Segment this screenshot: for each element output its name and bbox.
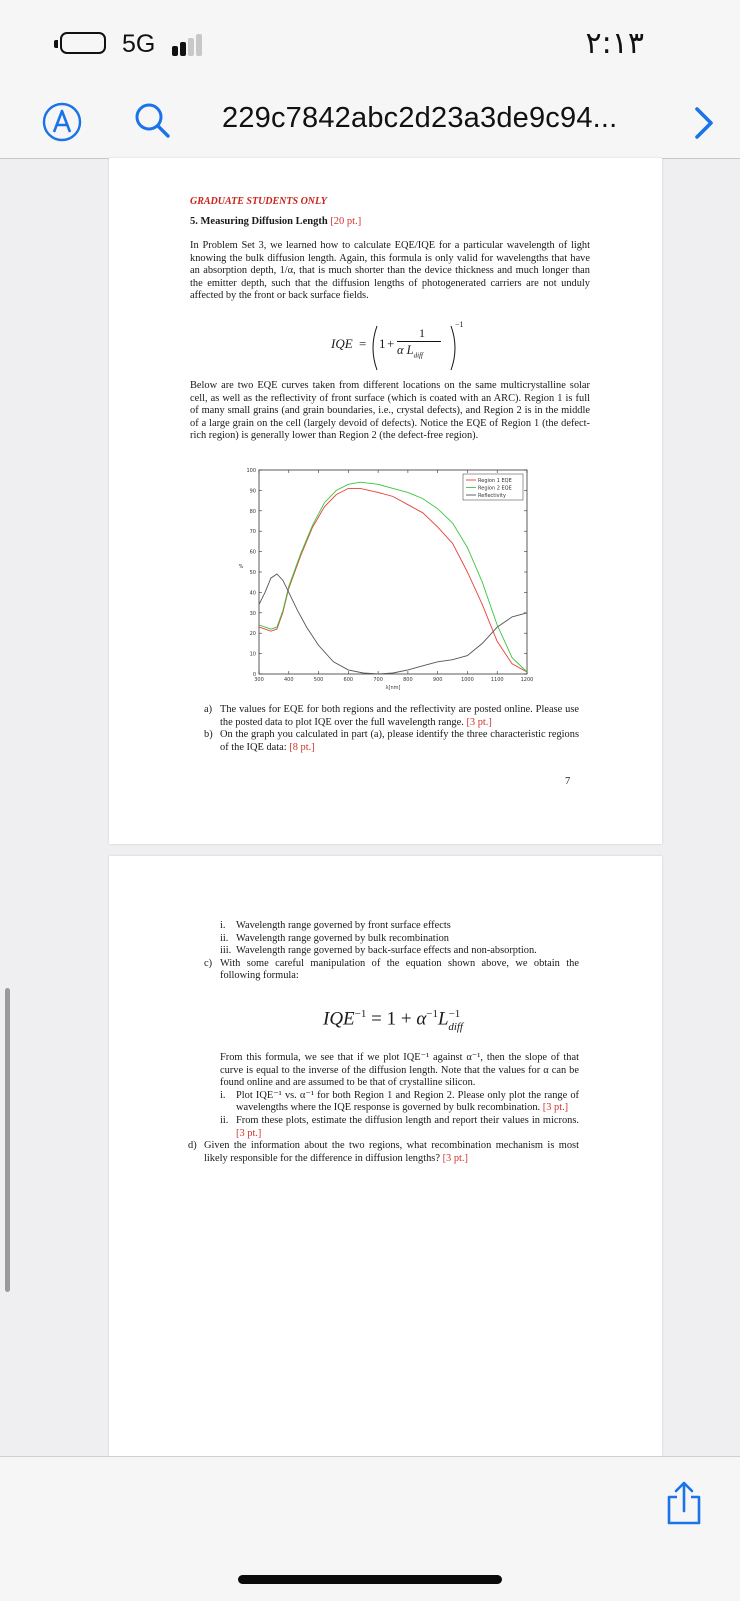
y-tick-label: 10 bbox=[249, 651, 256, 658]
y-axis-label: % bbox=[238, 563, 244, 570]
a-circle-icon[interactable] bbox=[42, 102, 82, 142]
network-label: 5G bbox=[122, 30, 156, 58]
legend-label: Reflectivity bbox=[478, 493, 506, 499]
eq-fraction-bar bbox=[397, 341, 441, 342]
legend-label: Region 2 EQE bbox=[478, 485, 512, 492]
page-number: 7 bbox=[565, 776, 571, 787]
question-b: b) On the graph you calculated in part (a), please identify the three characteristic regions of the IQE data: [8 pt.] bbox=[204, 729, 579, 753]
share-icon[interactable] bbox=[664, 1481, 704, 1527]
x-axis-label: λ[nm] bbox=[385, 685, 401, 691]
bottom-toolbar bbox=[0, 1456, 740, 1601]
y-tick-label: 50 bbox=[249, 570, 256, 576]
eq-denominator: α $L_{diff}$ bbox=[397, 343, 423, 360]
eq-equals: = bbox=[359, 336, 367, 351]
series-line-3 bbox=[259, 574, 527, 674]
question-c-i: i. Plot IQE⁻¹ vs. α⁻¹ for both Region 1 and Region 2. Please only plot the range of wavelengths where the IQE response is governed by bulk recombination. [3 pt.] bbox=[220, 1089, 579, 1114]
question-list-cd bbox=[188, 1052, 579, 1165]
region-paragraph: Below are two EQE curves taken from different locations on the same multicrystalline solar cell, as well as the reflectivity of front surface (which is coated with an ARC). Region 1 is full of many small grains (and grain boundaries, i.e., crystal defects), and Region 2 is in the middle of a large grain on the cell (largely devoid of defects). Notice the EQE of Region 1 (the defect-rich region) is generally lower than Region 2 (the defect-free region). bbox=[190, 380, 590, 442]
problem-title-text: 5. Measuring Diffusion Length bbox=[190, 216, 328, 227]
list-item: iii. Wavelength range governed by back-surface effects and non-absorption. bbox=[220, 945, 537, 957]
page-title: 229c7842abc2d23a3de9c94... bbox=[222, 102, 618, 134]
x-tick-label: 1200 bbox=[520, 677, 534, 683]
series-line-2 bbox=[259, 482, 527, 672]
list-item: ii. Wavelength range governed by bulk recombination bbox=[220, 932, 449, 944]
x-tick-label: 700 bbox=[373, 677, 383, 683]
pdf-page-2 bbox=[109, 856, 662, 1456]
battery-icon bbox=[60, 32, 106, 54]
question-a: a) The values for EQE for both regions and the reflectivity are posted online. Please use the posted data to plot IQE over the full wavelength range. [3 pt.] bbox=[204, 704, 579, 728]
scrollbar-thumb[interactable] bbox=[5, 988, 10, 1292]
sub-items-list bbox=[204, 920, 579, 983]
question-list-ab bbox=[204, 704, 579, 754]
y-tick-label: 20 bbox=[249, 631, 256, 638]
navigation-bar bbox=[0, 88, 740, 159]
eq-plus: + bbox=[387, 336, 395, 351]
intro-paragraph: In Problem Set 3, we learned how to calculate EQE/IQE for a particular wavelength of light knowing the bulk diffusion length. Again, this formula is only valid for wavelengths that have an absorption depth, 1/α, that is much shorter than the device thickness and much longer than the emitter depth, such that the diffusion lengths of photogenerated carriers are not unduly affected by the front or back surface fields. bbox=[190, 240, 590, 302]
status-bar bbox=[0, 0, 740, 88]
problem-title bbox=[190, 216, 361, 227]
problem-points: [20 pt.] bbox=[330, 216, 362, 227]
signal-strength-icon bbox=[172, 34, 212, 56]
y-tick-label: 60 bbox=[249, 549, 256, 556]
y-tick-label: 0 bbox=[252, 672, 256, 678]
eq-numerator: 1 bbox=[419, 326, 425, 340]
y-tick-label: 100 bbox=[246, 468, 256, 474]
x-tick-label: 1100 bbox=[490, 677, 504, 683]
y-tick-label: 80 bbox=[249, 508, 256, 515]
section-heading: GRADUATE STUDENTS ONLY bbox=[190, 196, 327, 207]
question-c-ii: ii. From these plots, estimate the diffusion length and report their values in microns. [3 pt.] bbox=[220, 1114, 579, 1139]
question-c: c) With some careful manipulation of the equation shown above, we obtain the following formula: bbox=[204, 957, 579, 982]
y-tick-label: 90 bbox=[249, 488, 256, 495]
x-tick-label: 1000 bbox=[461, 677, 474, 683]
iqe-equation bbox=[331, 318, 464, 374]
chevron-right-icon[interactable] bbox=[692, 104, 716, 142]
status-time: ٢:١٣ bbox=[585, 26, 644, 61]
y-tick-label: 30 bbox=[249, 610, 256, 617]
eq-lhs: IQE bbox=[331, 336, 353, 351]
x-tick-label: 800 bbox=[403, 677, 413, 683]
x-tick-label: 400 bbox=[284, 677, 294, 683]
battery-nub bbox=[54, 40, 58, 48]
question-d: d) Given the information about the two regions, what recombination mechanism is most likely responsible for the difference in diffusion lengths? [3 pt.] bbox=[188, 1140, 579, 1164]
y-tick-label: 40 bbox=[249, 590, 256, 597]
home-indicator[interactable] bbox=[238, 1575, 502, 1584]
legend-label: Region 1 EQE bbox=[478, 478, 512, 484]
list-item: i. Wavelength range governed by front surface effects bbox=[220, 920, 451, 931]
eq-one: 1 bbox=[379, 336, 386, 351]
question-c-paragraph: From this formula, we see that if we plot IQE⁻¹ against α⁻¹, then the slope of that curve is equal to the inverse of the diffusion length. Note that the values for α can be found online and are assumed to be that of crystalline silicon. bbox=[220, 1052, 579, 1089]
series-line-1 bbox=[259, 485, 527, 672]
plot-frame bbox=[259, 470, 527, 674]
search-icon[interactable] bbox=[132, 100, 172, 140]
eqe-chart bbox=[221, 464, 545, 696]
x-tick-label: 500 bbox=[313, 677, 324, 683]
pdf-page-1 bbox=[109, 158, 662, 844]
y-tick-label: 70 bbox=[249, 529, 256, 536]
x-tick-label: 600 bbox=[343, 677, 354, 683]
inverse-iqe-equation: $IQE^{-1} = 1 + \alpha^{-1}L^{-1}_{diff}$ bbox=[323, 1008, 463, 1034]
x-tick-label: 300 bbox=[254, 677, 264, 683]
eq-exponent: −1 bbox=[455, 320, 464, 329]
x-tick-label: 900 bbox=[432, 677, 443, 683]
